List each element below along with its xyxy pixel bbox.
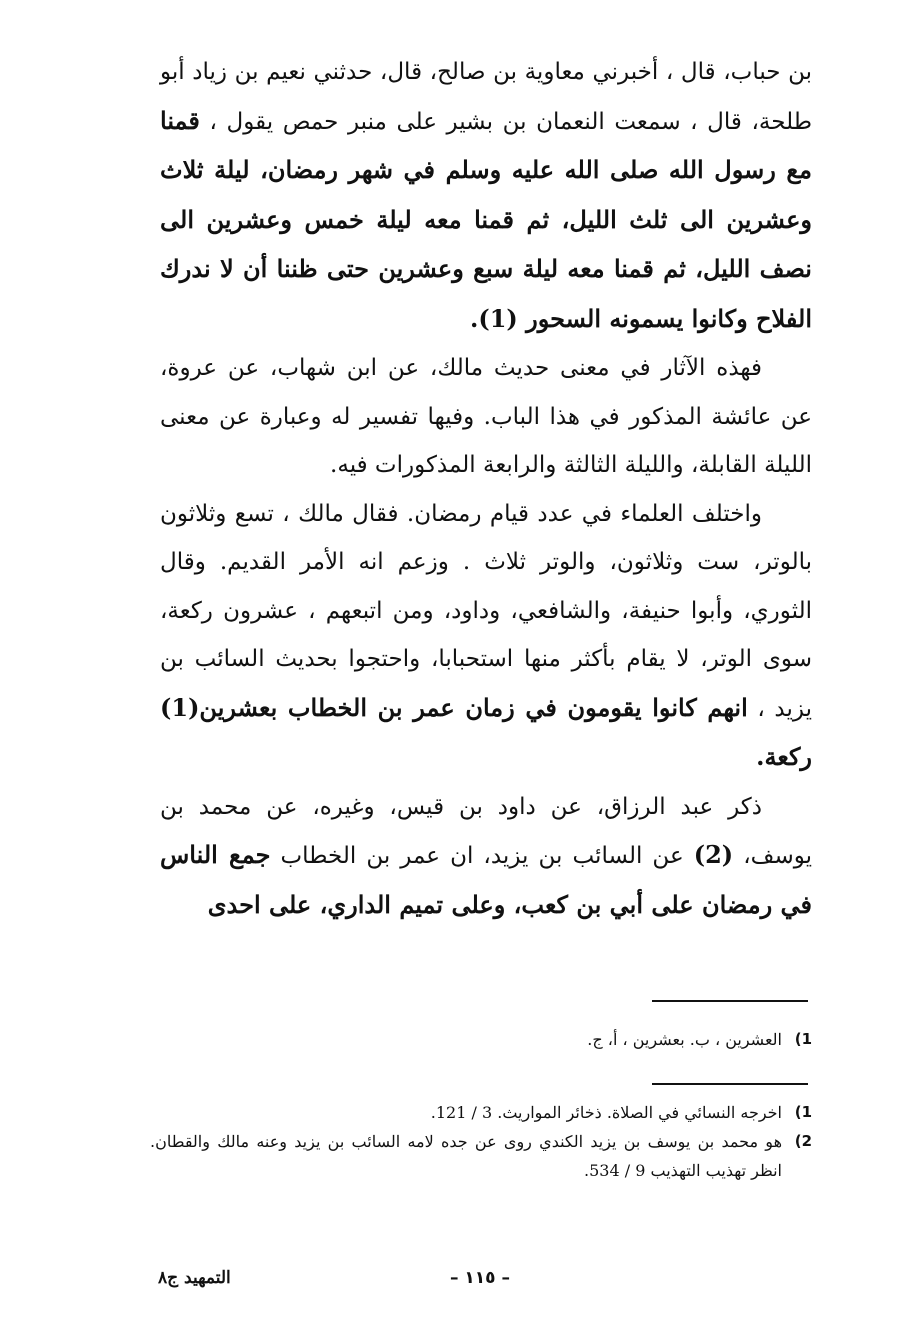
text-segment: فهذه الآثار في معنى حديث مالك، عن ابن شهاب، عن عروة، عن عائشة المذكور في هذا الباب. وفيها تفسير له وعبارة عن معنى الليلة القابلة، والليلة الثالثة والرابعة المذكورات فيه. — [160, 355, 812, 478]
footnote-text: هو محمد بن يوسف بن يزيد الكندي روى عن جده لامه السائب بن يزيد وعنه مالك والقطان. انظر تهذيب التهذيب 9 / 534. — [150, 1132, 782, 1180]
footnote-text: اخرجه النسائي في الصلاة. ذخائر المواريث. 3 / 121. — [430, 1103, 782, 1122]
body-text — [160, 48, 812, 930]
variant-footnotes — [150, 1025, 812, 1054]
footnote — [150, 1098, 812, 1127]
footnote — [150, 1025, 812, 1054]
paragraph-3 — [160, 490, 812, 783]
paragraph-2 — [160, 344, 812, 490]
footnote-number: 1) — [794, 1103, 812, 1121]
paragraph-4 — [160, 783, 812, 931]
footnote-number: 1) — [794, 1030, 812, 1048]
text-segment: واختلف العلماء في عدد قيام رمضان. فقال مالك ، تسع وثلاثون بالوتر، ست وثلاثون، والوتر ثلاث . وزعم انه الأمر القديم. وقال الثوري، وأبوا حنيفة، والشافعي، وداود، ومن اتبعهم ، عشرون ركعة، سوى الوتر، لا يقام بأكثر منها استحبابا، واحتجوا بحديث السائب بن يزيد ، — [160, 500, 812, 722]
book-title: التمهيد ج٨ — [158, 1268, 231, 1288]
paragraph-1 — [160, 48, 812, 344]
text-segment: ذكر عبد الرزاق، عن داود بن قيس، وغيره، عن محمد بن يوسف، — [160, 793, 813, 869]
footnote-separator — [652, 1083, 808, 1085]
page-number: – ١١٥ – — [450, 1268, 510, 1288]
bold-text-segment: قمنا مع رسول الله صلى الله عليه وسلم في شهر رمضان، ليلة ثلاث وعشرين الى ثلث الليل، ثم قمنا معه ليلة خمس وعشرين الى نصف الليل، ثم قمنا معه ليلة سبع وعشرين حتى ظننا أن لا ندرك الفلاح وكانوا يسمونه السحور (1). — [160, 105, 812, 333]
footnote-number: 2) — [794, 1132, 812, 1150]
bold-text-segment: انهم كانوا يقومون في زمان عمر بن الخطاب بعشرين(1) ركعة. — [160, 692, 812, 771]
footnote-text: العشرين ، ب. بعشرين ، أ، ج. — [587, 1030, 782, 1049]
source-footnotes — [150, 1098, 812, 1185]
footnote-reference: (2) — [693, 840, 734, 869]
footnote — [150, 1127, 812, 1185]
text-segment: بن حباب، قال ، أخبرني معاوية بن صالح، قال، حدثني نعيم بن زياد أبو طلحة، قال ، سمعت النعمان بن بشير على منبر حمص يقول ، — [160, 59, 812, 135]
bold-text-segment: جمع الناس في رمضان على أبي بن كعب، وعلى تميم الداري، على احدى — [160, 840, 812, 919]
text-segment: عن السائب بن يزيد، ان عمر بن الخطاب — [270, 843, 694, 869]
page-footer — [150, 1268, 812, 1298]
footnote-separator — [652, 1000, 808, 1002]
